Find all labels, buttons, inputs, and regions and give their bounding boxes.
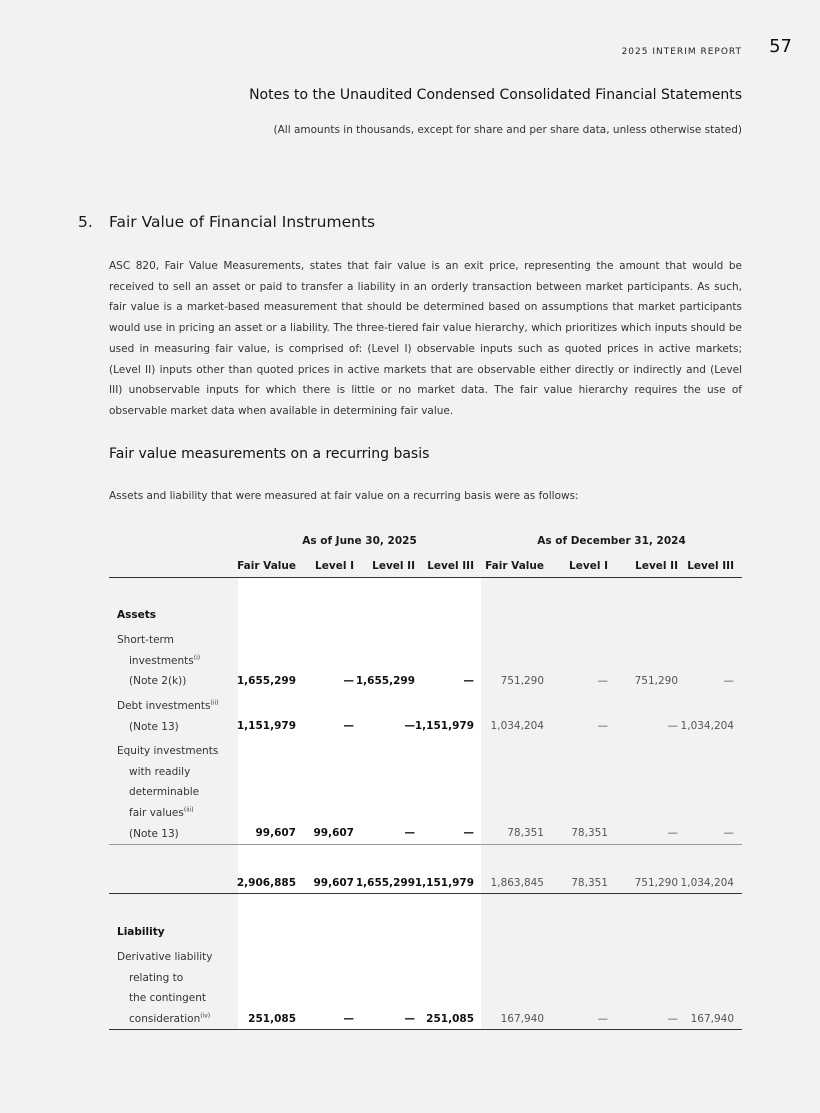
row-label-debt: Debt investments$^{(ii)}$ (Note 13) bbox=[117, 699, 219, 733]
fair-value-paragraph: ASC 820, Fair Value Measurements, states that fair value is an exit price, representing the amount that would be received to sell an asset or paid to transfer a liability in an orderly transaction between market participants. As such, fair value is a market-based measurement that should be determined based on assumptions that market participants would use in pricing an asset or a liability. The three-tiered fair value hierarchy, which prioritizes which inputs should be used in measuring fair value, is comprised of: (Level I) observable inputs such as quoted prices in active markets; (Level II) inputs other than quoted prices in active markets that are observable either directly or indirectly and (Level III) unobservable inputs for which there is little or no market data. The fair value hierarchy requires the use of observable market data when available in determining fair value. bbox=[109, 260, 742, 417]
page-number: 57 bbox=[769, 36, 792, 57]
table-cell: 78,351 bbox=[571, 877, 608, 889]
table-cell: 78,351 bbox=[507, 827, 544, 839]
table-cell: 1,655,299 bbox=[236, 675, 296, 687]
header-rule bbox=[109, 577, 742, 578]
table-cell: 1,151,979 bbox=[414, 877, 474, 889]
table-cell: — bbox=[667, 827, 678, 839]
table-cell: — bbox=[597, 720, 608, 732]
period-header-prior: As of December 31, 2024 bbox=[537, 535, 686, 547]
table-cell: — bbox=[343, 1013, 354, 1025]
table-cell: — bbox=[667, 720, 678, 732]
assets-heading: Assets bbox=[117, 609, 157, 621]
period-header-current: As of June 30, 2025 bbox=[302, 535, 417, 547]
col-fair-value-current: Fair Value bbox=[237, 560, 296, 572]
table-cell: 751,290 bbox=[500, 675, 544, 687]
subsection-title: Fair value measurements on a recurring basis bbox=[109, 446, 430, 462]
table-cell: — bbox=[667, 1013, 678, 1025]
table-cell: — bbox=[723, 827, 734, 839]
col-level2-prior: Level II bbox=[635, 560, 678, 572]
total-rule bbox=[109, 893, 742, 894]
liability-heading: Liability bbox=[117, 926, 165, 938]
table-cell: 1,034,204 bbox=[490, 720, 544, 732]
notes-title: Notes to the Unaudited Condensed Consolidated Financial Statements bbox=[249, 87, 742, 103]
table-cell: — bbox=[463, 827, 474, 839]
section-number: 5. bbox=[78, 213, 93, 231]
table-cell: 251,085 bbox=[248, 1013, 296, 1025]
col-fair-value-prior: Fair Value bbox=[485, 560, 544, 572]
table-cell: 99,607 bbox=[313, 877, 354, 889]
table-cell: 99,607 bbox=[255, 827, 296, 839]
table-cell: 1,655,299 bbox=[355, 877, 415, 889]
table-cell: 751,290 bbox=[634, 675, 678, 687]
table-cell: — bbox=[343, 675, 354, 687]
table-cell: 251,085 bbox=[426, 1013, 474, 1025]
table-cell: 1,034,204 bbox=[680, 877, 734, 889]
row-label-equity: Equity investments with readily determinable fair values$^{(iii)}$ (Note 13) bbox=[117, 745, 219, 840]
col-level2-current: Level II bbox=[372, 560, 415, 572]
table-cell: 78,351 bbox=[571, 827, 608, 839]
table-cell: 167,940 bbox=[500, 1013, 544, 1025]
col-level3-prior: Level III bbox=[687, 560, 734, 572]
bottom-rule bbox=[109, 1029, 742, 1030]
table-cell: — bbox=[463, 675, 474, 687]
table-cell: 2,906,885 bbox=[236, 877, 296, 889]
table-cell: 751,290 bbox=[634, 877, 678, 889]
col-level1-current: Level I bbox=[315, 560, 354, 572]
notes-subtitle: (All amounts in thousands, except for share and per share data, unless otherwise stated) bbox=[273, 124, 742, 136]
table-cell: 1,034,204 bbox=[680, 720, 734, 732]
table-cell: 1,863,845 bbox=[490, 877, 544, 889]
table-cell: 1,151,979 bbox=[236, 720, 296, 732]
table-cell: — bbox=[404, 827, 415, 839]
table-cell: — bbox=[404, 720, 415, 732]
table-cell: — bbox=[404, 1013, 415, 1025]
col-level1-prior: Level I bbox=[569, 560, 608, 572]
section-title: Fair Value of Financial Instruments bbox=[109, 213, 376, 231]
table-cell: — bbox=[343, 720, 354, 732]
table-cell: 1,151,979 bbox=[414, 720, 474, 732]
table-cell: — bbox=[723, 675, 734, 687]
table-cell: — bbox=[597, 1013, 608, 1025]
table-intro: Assets and liability that were measured at fair value on a recurring basis were as follows: bbox=[109, 490, 579, 502]
table-cell: 167,940 bbox=[690, 1013, 734, 1025]
row-label-short-term: Short-term investments$^{(i)}$ (Note 2(k)) bbox=[117, 634, 201, 688]
table-cell: 99,607 bbox=[313, 827, 354, 839]
row-label-derivative: Derivative liability relating to the contingent consideration$^{(iv)}$ bbox=[117, 951, 213, 1026]
table-cell: — bbox=[597, 675, 608, 687]
current-period-shading bbox=[238, 578, 481, 1029]
table-cell: 1,655,299 bbox=[355, 675, 415, 687]
subtotal-rule bbox=[109, 844, 742, 845]
report-header: 2025 INTERIM REPORT bbox=[621, 47, 742, 57]
col-level3-current: Level III bbox=[427, 560, 474, 572]
